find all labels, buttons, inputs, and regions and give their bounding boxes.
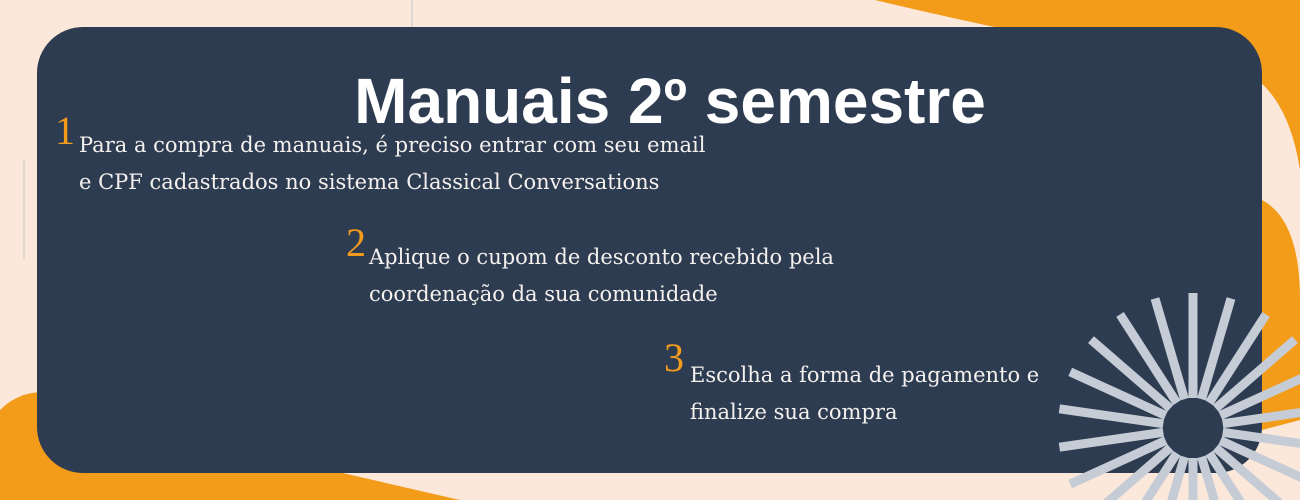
step-3-number: 3: [664, 335, 684, 380]
page-title: Manuais 2º semestre: [354, 65, 986, 137]
instructions-card: [37, 27, 1262, 473]
step-1-number: 1: [55, 108, 75, 153]
step-2-line-2: coordenação da sua comunidade: [369, 282, 718, 306]
step-3-line-2: finalize sua compra: [690, 400, 898, 424]
step-1-line-2: e CPF cadastrados no sistema Classical Conversations: [79, 170, 660, 194]
step-1-line-1: Para a compra de manuais, é preciso entrar com seu email: [79, 133, 706, 157]
orange-blob-right: [1262, 200, 1300, 430]
step-2-line-1: Aplique o cupom de desconto recebido pela: [369, 245, 834, 269]
step-3-line-1: Escolha a forma de pagamento e: [690, 363, 1040, 387]
step-2-number: 2: [346, 220, 366, 265]
